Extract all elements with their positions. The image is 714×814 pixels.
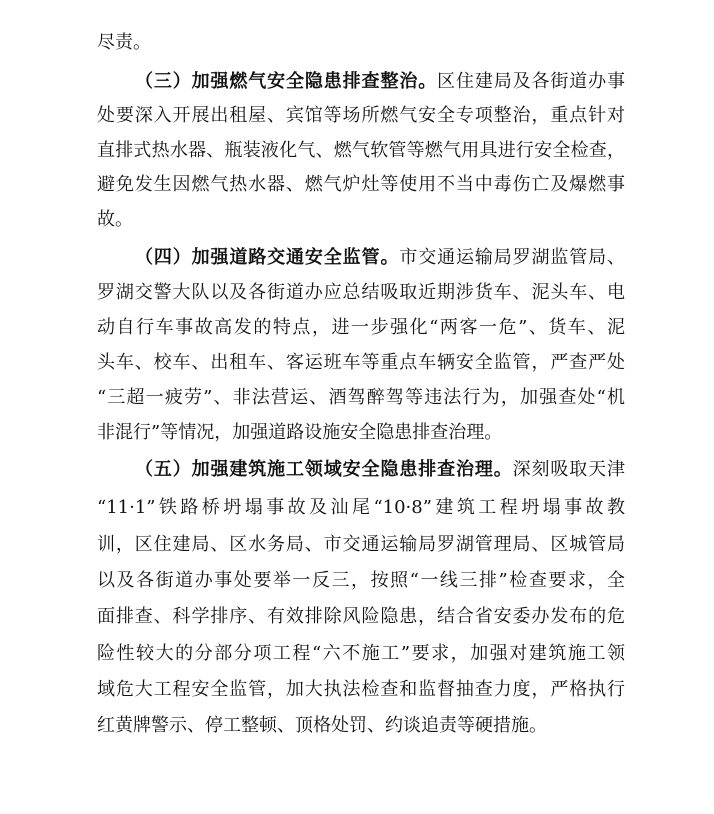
text-run: 深刻吸取天津 xyxy=(512,459,626,480)
section-heading: （四）加强道路交通安全监管。 xyxy=(135,247,400,268)
text-line: 避免发生因燃气热水器、燃气炉灶等使用不当中毒伤亡及爆燃事 xyxy=(97,174,625,195)
text-line: 直排式热水器、瓶装液化气、燃气软管等燃气用具进行安全检查， xyxy=(97,140,625,161)
paragraph-first-line xyxy=(135,240,625,276)
text-line: 故。 xyxy=(97,209,133,230)
text-run: 市交通运输局罗湖监管局、 xyxy=(399,247,626,268)
text-line: 罗湖交警大队以及各街道办应总结吸取近期涉货车、泥头车、电 xyxy=(97,282,625,303)
text-line: 红黄牌警示、停工整顿、顶格处罚、约谈追责等硬措施。 xyxy=(97,715,547,736)
text-line: 尽责。 xyxy=(97,32,151,53)
text-line: “11·1”铁路桥坍塌事故及汕尾“10·8”建筑工程坍塌事故教 xyxy=(97,497,625,518)
text-line: “三超一疲劳”、非法营运、酒驾醉驾等违法行为，加强查处“机 xyxy=(97,387,625,408)
text-line: 训，区住建局、区水务局、市交通运输局罗湖管理局、区城管局 xyxy=(97,534,625,555)
text-line: 面排查、科学排序、有效排除风险隐患，结合省安委办发布的危 xyxy=(97,606,625,627)
text-line: 以及各街道办事处要举一反三，按照“一线三排”检查要求，全 xyxy=(97,570,625,591)
section-heading: （五）加强建筑施工领域安全隐患排查治理。 xyxy=(135,459,513,480)
text-line: 处要深入开展出租屋、宾馆等场所燃气安全专项整治，重点针对 xyxy=(97,105,625,126)
text-line: 动自行车事故高发的特点，进一步强化“两客一危”、货车、泥 xyxy=(97,317,625,338)
paragraph-first-line xyxy=(135,64,625,100)
text-line: 域危大工程安全监管，加大执法检查和监督抽查力度，严格执行 xyxy=(97,679,625,700)
paragraph-first-line xyxy=(135,452,625,488)
text-line: 非混行”等情况，加强道路设施安全隐患排查治理。 xyxy=(97,422,503,443)
text-run: 区住建局及各街道办事 xyxy=(437,71,625,92)
text-line: 险性较大的分部分项工程“六不施工”要求，加强对建筑施工领 xyxy=(97,643,625,664)
section-heading: （三）加强燃气安全隐患排查整治。 xyxy=(135,71,438,92)
text-line: 头车、校车、出租车、客运班车等重点车辆安全监管，严查严处 xyxy=(97,352,625,373)
